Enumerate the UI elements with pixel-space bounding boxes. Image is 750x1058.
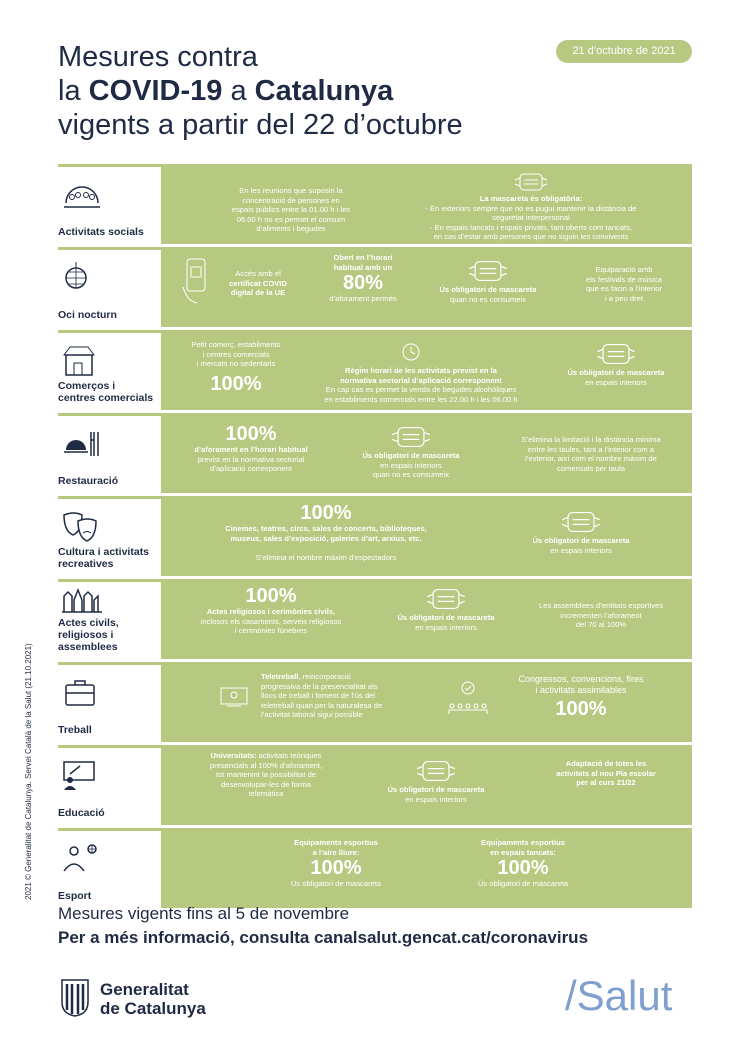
category-cell [58,164,161,244]
category-cell [58,828,161,908]
measure-cell: Equipaments esportius a l’aire lliure: 100% Ús obligatori de mascareta [290,838,382,888]
face-mask-icon [514,172,548,192]
disco-ball-icon [62,262,102,294]
category-label: Activitats socials [58,226,144,238]
measure-cell: Ús obligatori de mascareta en espais interiors [551,342,681,387]
row-cells [161,413,692,493]
face-mask-icon [391,425,431,449]
measure-cell: Les assemblees d’entitats esportives incrementen l’aforament del 70 al 100% [538,601,664,629]
row-comercos [58,330,692,410]
category-cell [58,579,161,659]
category-label: Cultura i activitats recreatives [58,546,150,570]
measure-cell: Petit comerç, establiments i centres comercials i mercats no sedentaris 100% [191,340,281,395]
validity-note: Mesures vigents fins al 5 de novembre [58,904,350,923]
measure-cell: Accés amb el certificat COVID digital de la UE [229,269,287,297]
measure-cell: Universitats: activitats teòriques presencials al 100% d’aforament, tot mantenint la possibilitat de desenvolupar-les de forma telemàtica [209,751,323,798]
measure-cell: 100% d’aforament en l’horari habitual previst en la normativa sectorial d’aplicació corresponent [194,423,308,473]
category-cell [58,496,161,576]
category-label: Restauració [58,475,119,487]
category-label: Educació [58,807,105,819]
measure-cell: 100% Cinemes, teatres, circs, sales de concerts, biblioteques, museus, sales d’exposició, galeries d’art, arxius, etc. S’elimina el nombre màxim d’espectadors [225,502,427,562]
row-educacio [58,745,692,825]
row-cells [161,745,692,825]
measure-cell: Règim horari de les activitats previst en la normativa sectorial d’aplicació corresponent En cap cas es permet la venda de begudes alcohòliques en establiments comercials entre les 22.00 h i les 06.00 h [324,366,518,404]
generalitat-wordmark: Generalitat de Catalunya [100,980,206,1018]
row-cells [161,828,692,908]
category-cell [58,662,161,742]
row-cultura [58,496,692,576]
measure-cell: La mascareta és obligatòria: - En exteriors sempre que no es pugui mantenir la distància de seguretat interpersonal - En espais tancats i espais privats, tant oberts com tancats, en cas d’estar amb persones que no siguin les convivents [391,172,671,242]
face-mask-icon [596,342,636,366]
category-label: Treball [58,724,92,736]
clock-icon [401,342,421,362]
measure-cell: Ús obligatori de mascareta en espais interiors [491,510,671,555]
group-arch-icon [62,179,102,211]
title-line-3: vigents a partir del 22 d’octubre [58,109,463,141]
row-cells [161,330,692,410]
row-treball [58,662,692,742]
date-badge: 21 d’octubre de 2021 [556,40,692,63]
category-label: Actes civils, religiosos i assemblees [58,617,119,653]
more-info-link[interactable]: Per a més informació, consulta canalsalut.gencat.cat/coronavirus [58,928,589,947]
category-cell [58,745,161,825]
cutlery-icon [62,428,102,460]
measure-cell: Ús obligatori de mascareta en espais interiors [361,759,511,804]
salut-logo: /Salut [565,972,673,1019]
measure-cell: Ús obligatori de mascareta en espais interiors quan no es consumeix [346,425,476,480]
briefcase-icon [62,677,102,709]
copyright-vertical: 2021 © Generalitat de Catalunya. Servei Català de la Salut (21.10.2021) [24,643,33,900]
monitor-icon [219,686,249,708]
row-restauracio [58,413,692,493]
measure-cell: Obert en l’horari habitual amb un 80% d’aforament permès [329,253,397,303]
face-mask-icon [426,587,466,611]
phone-qr-icon [181,257,211,307]
measure-cell: Equipaments esportius en espais tancats: 100% Ús obligatori de mascareta [477,838,569,888]
measure-cell: S’elimina la limitació i la distància mínima entre les taules, tant a l’interior com a l’exterior, així com el nombre màxim de comensals per taula [521,435,661,473]
buildings-icon [62,586,102,618]
face-mask-icon [561,510,601,534]
title-line-1: Mesures contra [58,41,258,73]
row-actes [58,579,692,659]
teacher-icon [62,760,102,792]
category-cell [58,413,161,493]
face-mask-icon [468,259,508,283]
row-cells [161,164,692,244]
theatre-masks-icon [62,511,102,543]
row-activitats-socials [58,164,692,244]
shop-icon [62,345,102,377]
measure-cell: Ús obligatori de mascareta en espais interiors [376,587,516,632]
row-cells [161,496,692,576]
audience-check-icon [446,680,490,716]
measure-cell: 100% Actes religiosos i cerimònies civils, inclosos els casaments, serveis religiosos i cerimònies fúnebres [200,585,342,635]
category-label: Esport [58,890,92,902]
page-title [58,40,528,142]
row-oci-nocturn [58,247,692,327]
generalitat-logo-icon [60,978,90,1018]
sport-person-icon [62,843,102,875]
category-label: Comerços i centres comercials [58,380,154,404]
measure-cell: Adaptació de totes les activitats al nou Pla escolar per al curs 21/22 [556,759,656,787]
row-cells [161,247,692,327]
row-cells [161,662,692,742]
category-cell [58,330,161,410]
row-esport [58,828,692,908]
title-line-2: la COVID-19 a Catalunya [58,75,394,107]
row-cells [161,579,692,659]
measure-cell: Ús obligatori de mascareta quan no es consumeix [423,259,553,304]
measure-cell: Congressos, convencions, fires i activitats assimilables 100% [518,674,644,720]
measure-cell: Equiparació amb els festivals de música que es facin a l’interior i a peu dret [586,265,662,303]
category-cell [58,247,161,327]
measures-table [58,164,692,911]
face-mask-icon [416,759,456,783]
measure-cell: Teletreball, reincorporació progressiva de la presencialitat als llocs de treball i foment de l’ús del teletreball quan per la naturalesa de l’activitat laboral sigui possible [261,672,383,719]
measure-cell: En les reunions que suposin la concentració de persones en espais públics entre la 01.00 h i les 06.00 h no es permet el consum d’aliments i begudes [231,186,351,233]
category-label: Oci nocturn [58,309,117,321]
